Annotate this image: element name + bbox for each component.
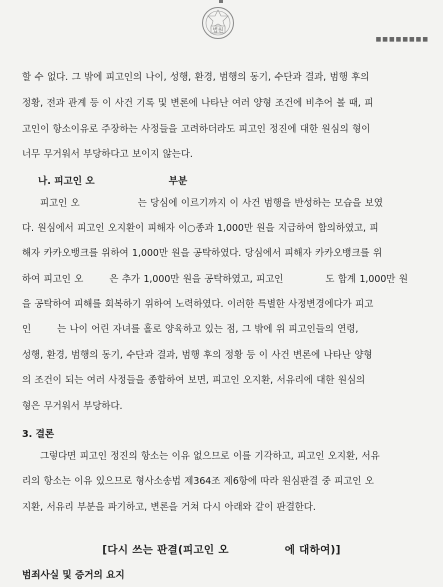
paragraph1-line: 너무 무거워서 부당하다고 보이지 않는다. xyxy=(22,149,193,160)
text-span: 는 나이 어린 자녀를 홀로 양육하고 있는 점, 그 밖에 위 피고인들의 연령, xyxy=(57,324,359,335)
conclusion-heading: 3. 결론 xyxy=(22,429,55,440)
top-mark xyxy=(219,0,223,3)
paragraph2-line: 다. 원심에서 피고인 오지환이 피해자 이○종과 1,000만 원을 지급하여 합의하였고, 피 xyxy=(22,223,379,234)
title-prefix: [다시 쓰는 판결(피고인 오 xyxy=(102,544,229,556)
subheading-suffix: 부분 xyxy=(168,176,188,187)
seal-text: 법원 xyxy=(212,28,224,34)
text-span: 는 당심에 이르기까지 이 사건 범행을 반성하는 모습을 보였 xyxy=(137,198,383,209)
rejudgment-title xyxy=(0,542,443,557)
text-span: 도 합계 1,000만 원 xyxy=(325,274,408,285)
subheading-prefix: 나. 피고인 오 xyxy=(38,176,95,187)
header-mark: ■■■■■■■■ xyxy=(375,36,429,43)
paragraph3-line: 그렇다면 피고인 정진의 항소는 이유 없으므로 이를 기각하고, 피고인 오지환, 서유 xyxy=(40,451,380,462)
text-span: 인 xyxy=(22,324,32,335)
paragraph2-line xyxy=(22,324,421,336)
paragraph3-line: 지환, 서유리 부분을 파기하고, 변론을 거쳐 다시 아래와 같이 판결한다. xyxy=(22,502,316,513)
subheading-defendant-o xyxy=(38,173,187,187)
court-seal-icon xyxy=(201,6,235,40)
paragraph2-line: 을 공탁하여 피해를 회복하기 위하여 노력하였다. 이러한 특별한 사정변경에다가 피고 xyxy=(22,299,374,310)
paragraph2-line: 의 조건이 되는 여러 사정들을 종합하여 보면, 피고인 오지환, 서유리에 대한 원심의 xyxy=(22,375,366,386)
text-span: 피고인 오 xyxy=(40,198,80,209)
paragraph2-line: 해자 카카오뱅크를 위하여 1,000만 원을 공탁하였다. 당심에서 피해자 카카오뱅크를 위 xyxy=(22,248,382,259)
paragraph2-line: 성행, 환경, 범행의 동기, 수단과 결과, 범행 후의 정황 등 이 사건 변론에 나타난 양형 xyxy=(22,350,373,361)
paragraph2-line xyxy=(22,274,421,286)
paragraph2-line xyxy=(40,198,421,210)
text-span: 은 추가 1,000만 원을 공탁하였고, 피고인 xyxy=(109,274,284,285)
paragraph3-line: 리의 항소는 이유 있으므로 형사소송법 제364조 제6항에 따라 원심판결 중 피고인 오 xyxy=(22,476,374,487)
paragraph1-line: 할 수 없다. 그 밖에 피고인의 나이, 성행, 환경, 범행의 동기, 수단과 결과, 범행 후의 xyxy=(22,72,370,83)
paragraph1-line: 정황, 전과 관계 등 이 사건 기록 및 변론에 나타난 여러 양형 조건에 비추어 볼 때, 피 xyxy=(22,98,374,109)
title-suffix: 에 대하여)] xyxy=(284,544,341,556)
paragraph2-line: 형은 무거워서 부당하다. xyxy=(22,401,123,412)
paragraph1-line: 고인이 항소이유로 주장하는 사정들을 고려하더라도 피고인 정진에 대한 원심의 형이 xyxy=(22,124,371,135)
facts-heading: 범죄사실 및 증거의 요지 xyxy=(22,570,125,581)
text-span: 하여 피고인 오 xyxy=(22,274,84,285)
